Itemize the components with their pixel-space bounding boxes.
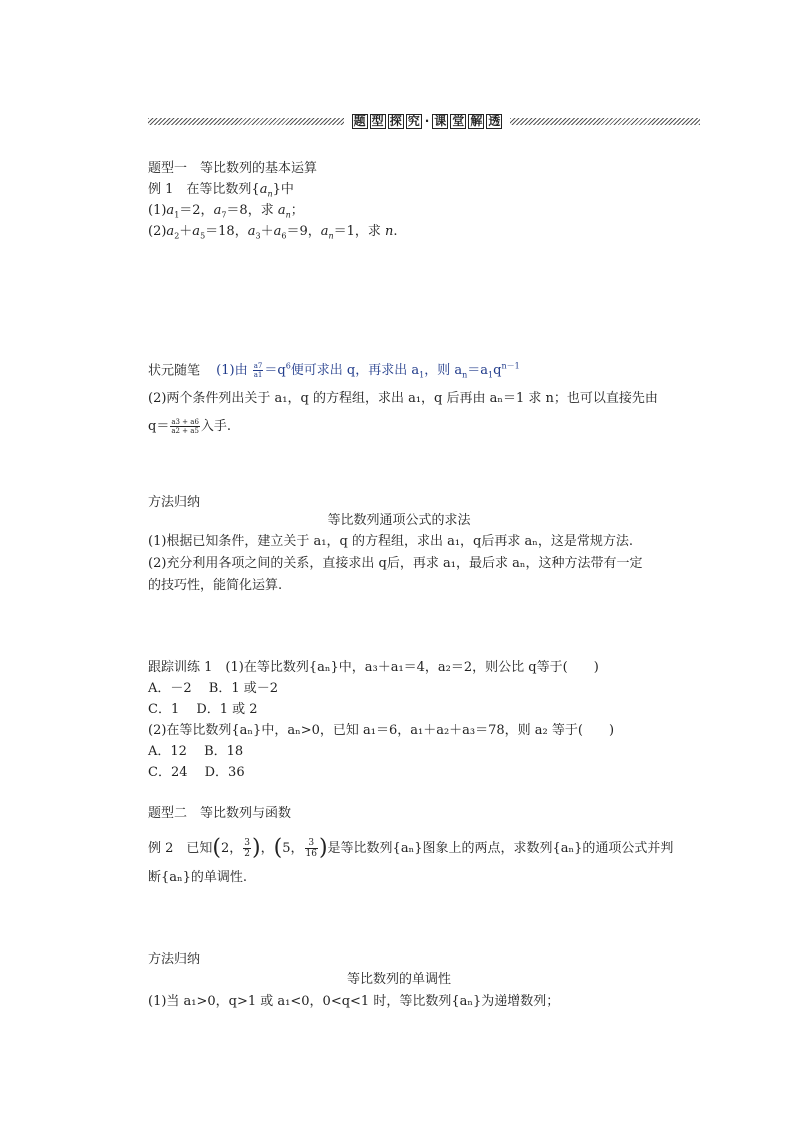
- example1-question2: $(2)a_2+a_5=18$，$a_3+a_6=9$，$a_n=1$，求 n.: [148, 224, 398, 241]
- section1-title: 题型一 等比数列的基本运算: [148, 161, 318, 176]
- fraction-q: $\frac{a3 + a6}{a2 + a5}$: [171, 418, 199, 435]
- tips-line2: (2)两个条件列出关于 a₁，q 的方程组，求出 a₁，q 后再由 aₙ＝1 求 n；也可以直接先由: [148, 391, 658, 406]
- practice1-q1-options-ab: A．－2 B．1 或－2: [148, 681, 279, 696]
- banner-hatch-right: [510, 118, 700, 125]
- tips-line3: q＝ $\frac{a3 + a6}{a2 + a5}$ 入手.: [148, 418, 232, 435]
- banner-hatch-left: [148, 118, 344, 125]
- banner-title: 题 型 探 究 · 课 堂 解 透: [353, 113, 501, 128]
- practice1-q2-options-cd: C．24 D．36: [148, 765, 245, 780]
- method1-line3: 的技巧性，能简化运算.: [148, 578, 283, 593]
- method2-line1: (1)当 a₁>0，q>1 或 a₁<0，0<q<1 时，等比数列{aₙ}为递增数列；: [148, 994, 560, 1009]
- example2-line1: 例 2 已知(2， $\frac{3}{2}$ )，(5， $\frac{3}{16}$ )是等比数列{aₙ}图象上的两点，求数列{aₙ}的通项公式并判: [148, 835, 674, 861]
- example2-line2: 断{aₙ}的单调性.: [148, 870, 248, 885]
- fraction-a7-a1: $\frac{a7}{a1}$: [253, 362, 263, 380]
- section-banner: [148, 113, 700, 129]
- practice1-q2: (2)在等比数列{aₙ}中，aₙ>0，已知 a₁＝6，a₁＋a₂＋a₃＝78，则 a₂ 等于( ): [148, 723, 615, 738]
- method2-label: 方法归纳: [148, 952, 201, 967]
- section2-title: 题型二 等比数列与函数: [148, 806, 292, 821]
- practice1-q2-options-ab: A．12 B．18: [148, 744, 244, 759]
- method1-title: 等比数列通项公式的求法: [327, 513, 471, 528]
- method1-line1: (1)根据已知条件，建立关于 a₁，q 的方程组，求出 a₁，q后再求 aₙ，这是常规方法.: [148, 534, 634, 549]
- practice1-q1: 跟踪训练 1 (1)在等比数列{aₙ}中，a₃＋a₁＝4，a₂＝2，则公比 q等于( ): [148, 660, 599, 675]
- method2-title: 等比数列的单调性: [346, 972, 451, 987]
- example1-heading: 例 1 在等比数列$\{a_n\}$中: [148, 182, 294, 199]
- tips-line1: 状元随笔 (1)由 $\frac{a7}{a1}$ $=q^6$便可求出 q，再求出 $a_1$，则 $a_n=a_1q^{n-1}$: [148, 362, 520, 380]
- method1-label: 方法归纳: [148, 495, 201, 510]
- practice1-q1-options-cd: C．1 D．1 或 2: [148, 702, 258, 717]
- example1-question1: $(1)a_1=2$，$a_7=8$，求 $a_n$；: [148, 203, 304, 220]
- method1-line2: (2)充分利用各项之间的关系，直接求出 q后，再求 a₁，最后求 aₙ，这种方法带有一定: [148, 556, 643, 571]
